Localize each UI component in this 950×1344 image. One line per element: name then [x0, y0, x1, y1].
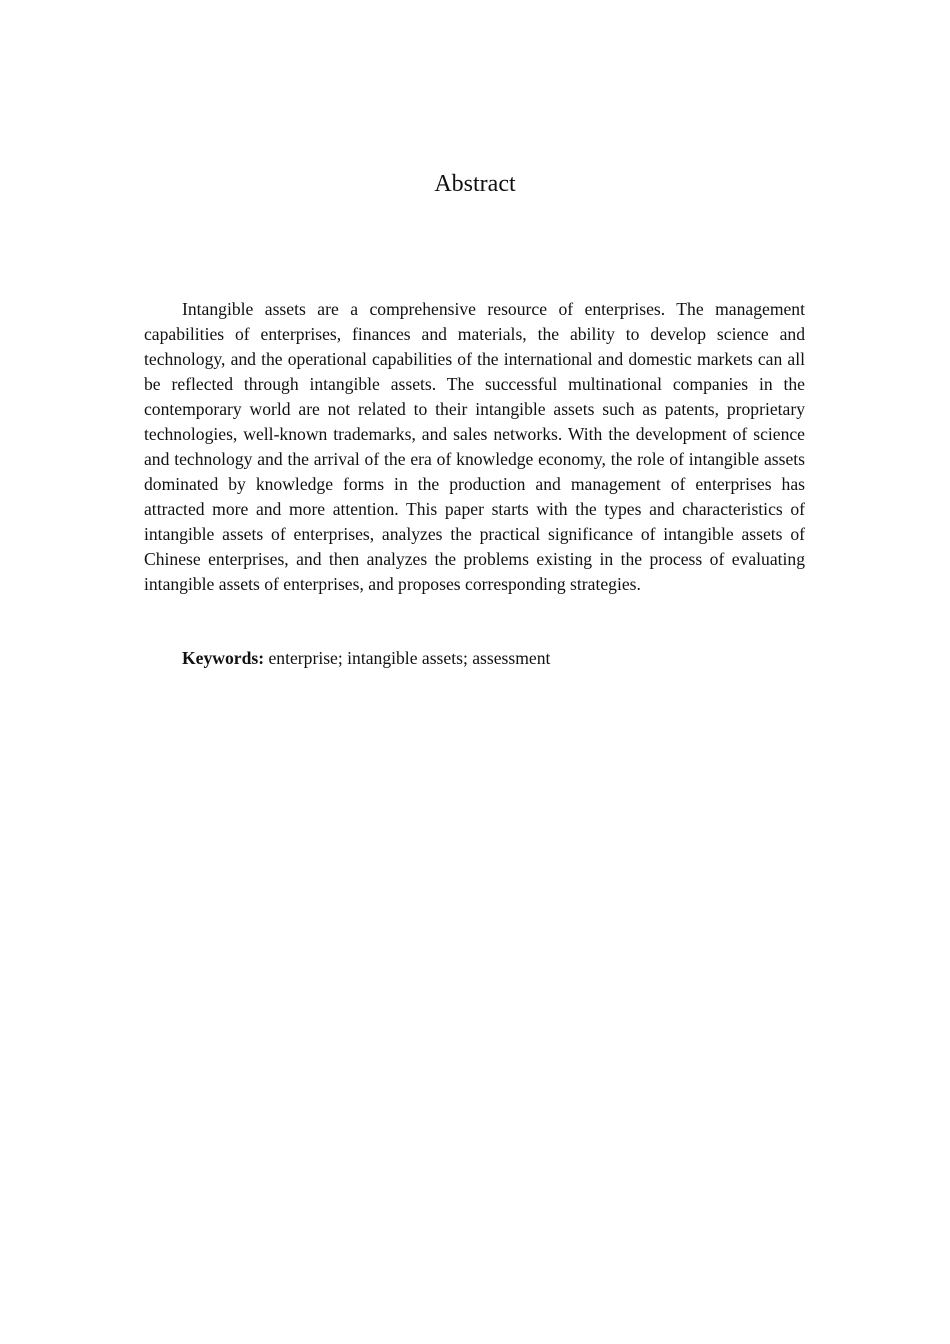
- abstract-paragraph: Intangible assets are a comprehensive resource of enterprises. The management capabilities of enterprises, finances and materials, the ability to develop science and technology, and the operational capabilities of the international and domestic markets can all be reflected through intangible assets. The successful multinational companies in the contemporary world are not related to their intangible assets such as patents, proprietary technologies, well-known trademarks, and sales networks. With the development of science and technology and the arrival of the era of knowledge economy, the role of intangible assets dominated by knowledge forms in the production and management of enterprises has attracted more and more attention. This paper starts with the types and characteristics of intangible assets of enterprises, analyzes the practical significance of intangible assets of Chinese enterprises, and then analyzes the problems existing in the process of evaluating intangible assets of enterprises, and proposes corresponding strategies.: [144, 299, 805, 594]
- page-title: Abstract: [434, 171, 516, 197]
- keywords-line: [144, 646, 805, 671]
- keywords-label: Keywords:: [182, 648, 265, 668]
- keywords-value: enterprise; intangible assets; assessment: [268, 648, 551, 668]
